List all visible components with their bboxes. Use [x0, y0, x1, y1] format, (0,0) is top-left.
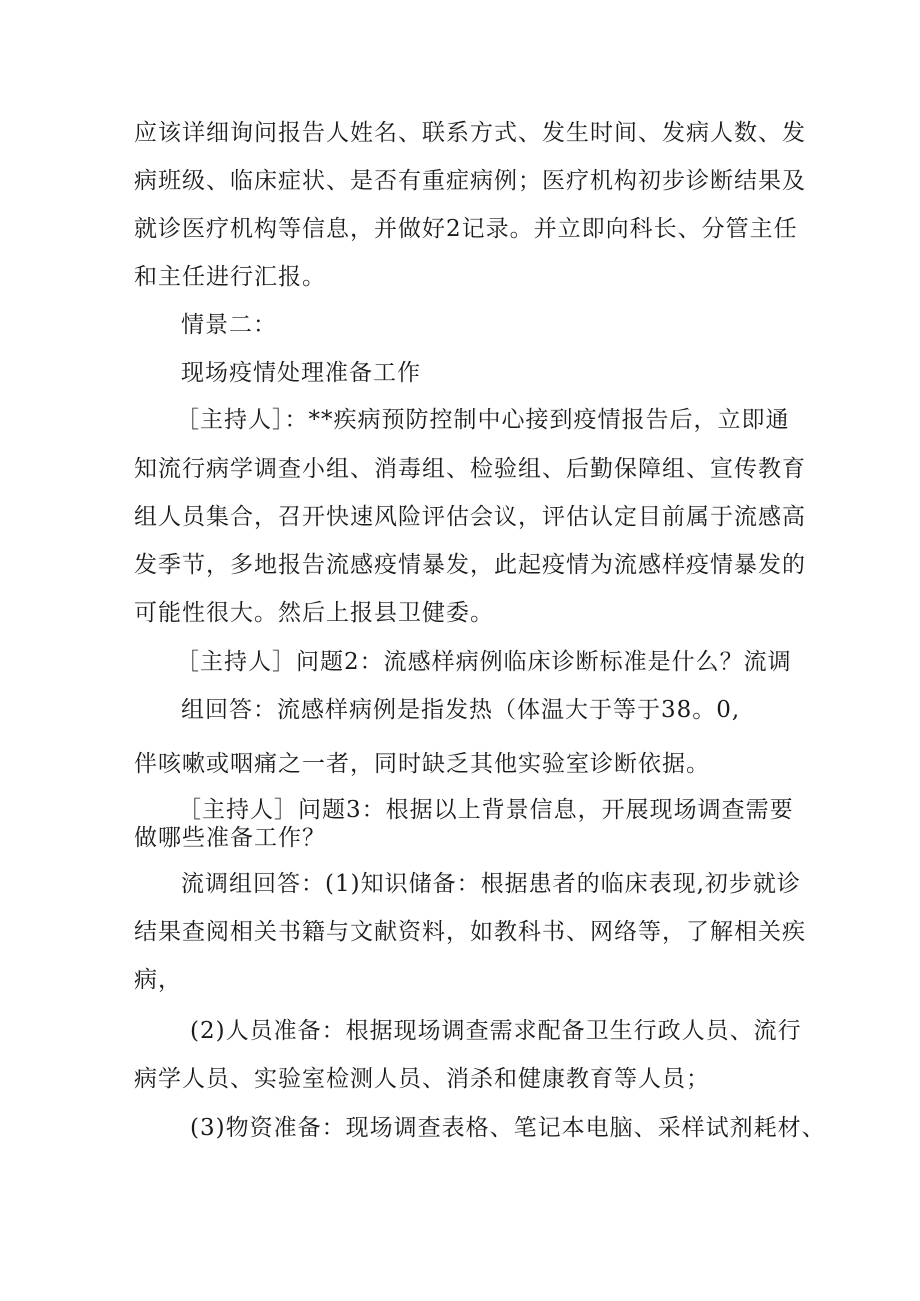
paragraph-line: 可能性很大。然后上报县卫健委。: [134, 600, 494, 626]
list-item-line: (3)物资准备：现场调查表格、笔记本电脑、采样试剂耗材、: [190, 1115, 826, 1141]
paragraph-line: 就诊医疗机构等信息，并做好2记录。并立即向科长、分管主任: [134, 216, 798, 242]
section-title: 现场疫情处理准备工作: [181, 360, 421, 386]
answer-line: 伴咳嗽或咽痛之一者，同时缺乏其他实验室诊断依据。: [134, 751, 710, 777]
paragraph-line: ［主持人］：**疾病预防控制中心接到疫情报告后，立即通: [176, 407, 790, 433]
list-item-line: (2)人员准备：根据现场调查需求配备卫生行政人员、流行: [190, 1018, 802, 1044]
paragraph-line: 病班级、临床症状、是否有重症病例；医疗机构初步诊断结果及: [134, 168, 806, 194]
paragraph-line: 应该详细询问报告人姓名、联系方式、发生时间、发病人数、发: [134, 120, 806, 146]
question-line: ［主持人］问题2：流感样病例临床诊断标准是什么？流调: [176, 649, 792, 675]
scenario-heading: 情景二：: [181, 312, 277, 338]
list-item-line: 病学人员、实验室检测人员、消杀和健康教育等人员；: [134, 1066, 710, 1092]
question-line: ［主持人］问题3：根据以上背景信息，开展现场调查需要: [178, 797, 794, 823]
answer-line: 结果查阅相关书籍与文献资料，如教科书、网络等，了解相关疾: [134, 919, 806, 945]
paragraph-line: 和主任进行汇报。: [134, 264, 326, 290]
paragraph-line: 组人员集合，召开快速风险评估会议，评估认定目前属于流感高: [134, 504, 806, 530]
answer-line: 病，: [134, 967, 182, 993]
answer-line: 流调组回答：(1)知识储备：根据患者的临床表现,初步就诊: [181, 871, 801, 897]
answer-line: 组回答：流感样病例是指发热（体温大于等于38。0,: [181, 697, 741, 723]
paragraph-line: 发季节，多地报告流感疫情暴发，此起疫情为流感样疫情暴发的: [134, 552, 806, 578]
question-line: 做哪些准备工作？: [134, 825, 326, 851]
paragraph-line: 知流行病学调查小组、消毒组、检验组、后勤保障组、宣传教育: [134, 456, 806, 482]
